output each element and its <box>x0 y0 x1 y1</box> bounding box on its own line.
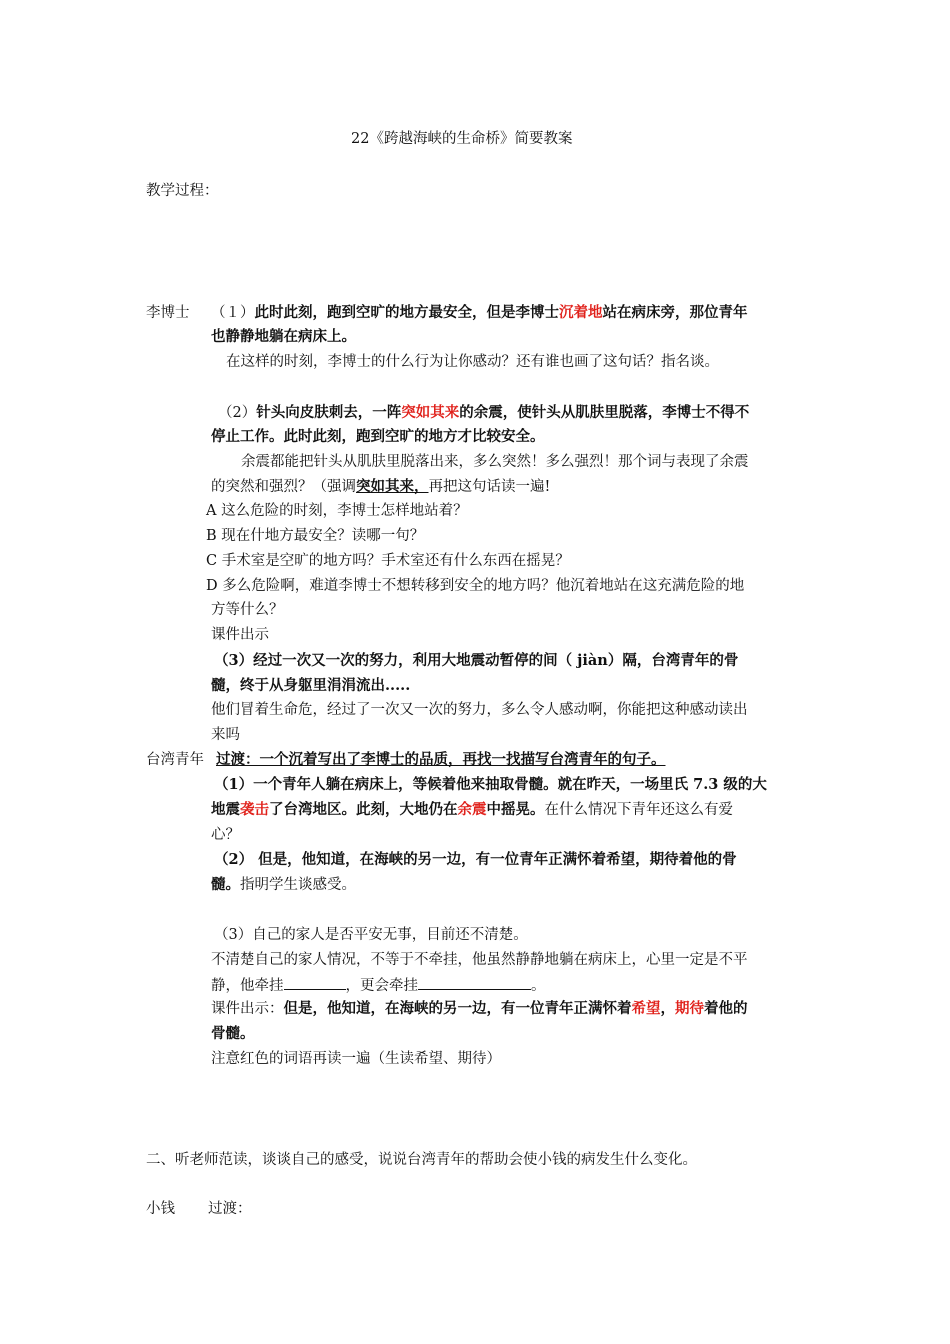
question-b: B 现在什地方最安全？读哪一句？ <box>206 528 425 544</box>
question-d-line1: D 多么危险啊，难道李博士不想转移到安全的地方吗？他沉着地站在这充满危险的地 <box>206 578 745 594</box>
p1-l2-a: 地震 <box>211 801 240 818</box>
q2-text-a: 的突然和强烈？（强调 <box>211 479 356 495</box>
dr-li-p3-question-2: 来吗 <box>211 727 240 743</box>
taiwan-p1-line2 <box>211 800 733 820</box>
taiwan-p3-line1: （3）自己的家人是否平安无事，目前还不清楚。 <box>214 927 528 943</box>
p2-text-a: 针头向皮肤刺去，一阵 <box>256 404 402 421</box>
section-2-heading: 二、听老师范读，谈谈自己的感受，说说台湾青年的帮助会使小钱的病发生什么变化。 <box>146 1152 697 1168</box>
section-label-dr-li: 李博士 <box>146 305 190 321</box>
taiwan-p1-line3: 心？ <box>211 827 240 843</box>
p3-l3-a: 静，他牵挂 <box>211 978 284 994</box>
process-label: 教学过程： <box>146 183 219 199</box>
p1-l2-d: 在什么情况下青年还这么有爱 <box>544 802 733 818</box>
p3-l4-red-1: 希望 <box>631 1000 661 1017</box>
q2-emphasis: 突如其来， <box>356 478 429 495</box>
taiwan-p3-note: 注意红色的词语再读一遍（生读希望、期待） <box>211 1051 501 1067</box>
taiwan-p2-line1: （2） 但是，他知道，在海峡的另一边，有一位青年正满怀着希望，期待着他的骨 <box>214 851 737 868</box>
question-a: A 这么危险的时刻，李博士怎样地站着？ <box>206 503 468 519</box>
p1-text-a: 此时此刻，跑到空旷的地方最安全，但是李博士 <box>254 304 559 321</box>
page-title: 22《跨越海峡的生命桥》简要教案 <box>351 131 573 147</box>
p1-number: （１） <box>211 305 255 321</box>
dr-li-p1-question: 在这样的时刻，李博士的什么行为让你感动？还有谁也画了这句话？指名谈。 <box>226 354 719 370</box>
p3-l4-d: 着他的 <box>704 1000 748 1017</box>
taiwan-p1-line1: （1）一个青年人躺在病床上，等候着他来抽取骨髓。就在昨天，一场里氏 7.3 级的大 <box>214 776 767 793</box>
xiaoqian-transition: 过渡： <box>208 1201 252 1217</box>
dr-li-p2-line2: 停止工作。此时此刻，跑到空旷的地方才比较安全。 <box>211 428 545 445</box>
p1-l2-c: 中摇晃。 <box>486 801 545 818</box>
p3-l4-a: 课件出示： <box>211 1001 284 1017</box>
p1-red-word: 沉着地 <box>559 304 603 321</box>
dr-li-p2-question-2 <box>211 477 550 497</box>
dr-li-p2-line1 <box>218 403 749 423</box>
taiwan-p3-line2: 不清楚自己的家人情况，不等于不牵挂，他虽然静静地躺在病床上，心里一定是不平 <box>211 952 748 968</box>
dr-li-p1-line2: 也静静地躺在病床上。 <box>211 328 356 345</box>
p3-l4-c: ， <box>660 1000 675 1017</box>
section-label-taiwan: 台湾青年 <box>146 752 204 768</box>
dr-li-p3-question-1: 他们冒着生命危，经过了一次又一次的努力，多么令人感动啊，你能把这种感动读出 <box>211 702 748 718</box>
p3-l4-b: 但是，他知道，在海峡的另一边，有一位青年正满怀着 <box>283 1000 632 1017</box>
p1-l2-red-2: 余震 <box>457 801 487 818</box>
p2-text-b: 的余震，使针头从肌肤里脱落，李博士不得不 <box>459 404 750 421</box>
p1-l2-b: 了台湾地区。此刻，大地仍在 <box>269 801 458 818</box>
section-label-xiaoqian: 小钱 <box>146 1201 175 1217</box>
p3-l3-b: ，更会牵挂 <box>345 978 418 994</box>
dr-li-p3-line1: （3）经过一次又一次的努力，利用大地震动暂停的间（ jiàn）隔，台湾青年的骨 <box>214 652 739 669</box>
p2-number: （2） <box>218 405 257 421</box>
taiwan-p3-line4 <box>211 999 748 1019</box>
taiwan-p2-line2 <box>211 875 356 895</box>
p2-red-word: 突如其来 <box>401 404 460 421</box>
q2-text-c: 再把这句话读一遍! <box>428 479 551 495</box>
fill-blank-1[interactable] <box>284 975 346 990</box>
p1-l2-red-1: 袭击 <box>240 801 269 818</box>
taiwan-transition: 过渡：一个沉着写出了李博士的品质，再找一找描写台湾青年的句子。 <box>216 751 666 768</box>
taiwan-p3-line3 <box>211 975 546 996</box>
p3-l4-red-2: 期待 <box>675 1000 704 1017</box>
taiwan-p3-line5: 骨髓。 <box>211 1025 255 1042</box>
fill-blank-2[interactable] <box>418 975 531 990</box>
p3-l3-c: 。 <box>531 978 546 994</box>
p2-l2-b: 指明学生谈感受。 <box>240 877 356 893</box>
p1-text-b: 站在病床旁，那位青年 <box>602 304 748 321</box>
dr-li-p3-line2: 髓，终于从身躯里涓涓流出..... <box>211 677 411 694</box>
dr-li-p1-line1 <box>211 303 748 323</box>
p2-l2-a: 髓。 <box>211 876 240 893</box>
dr-li-p2-question-1: 余震都能把针头从肌肤里脱落出来，多么突然！多么强烈！那个词与表现了余震 <box>241 454 749 470</box>
question-c: C 手术室是空旷的地方吗？手术室还有什么东西在摇晃？ <box>206 553 570 569</box>
question-d-line2: 方等什么？ <box>211 602 284 618</box>
courseware-show: 课件出示 <box>211 627 269 643</box>
